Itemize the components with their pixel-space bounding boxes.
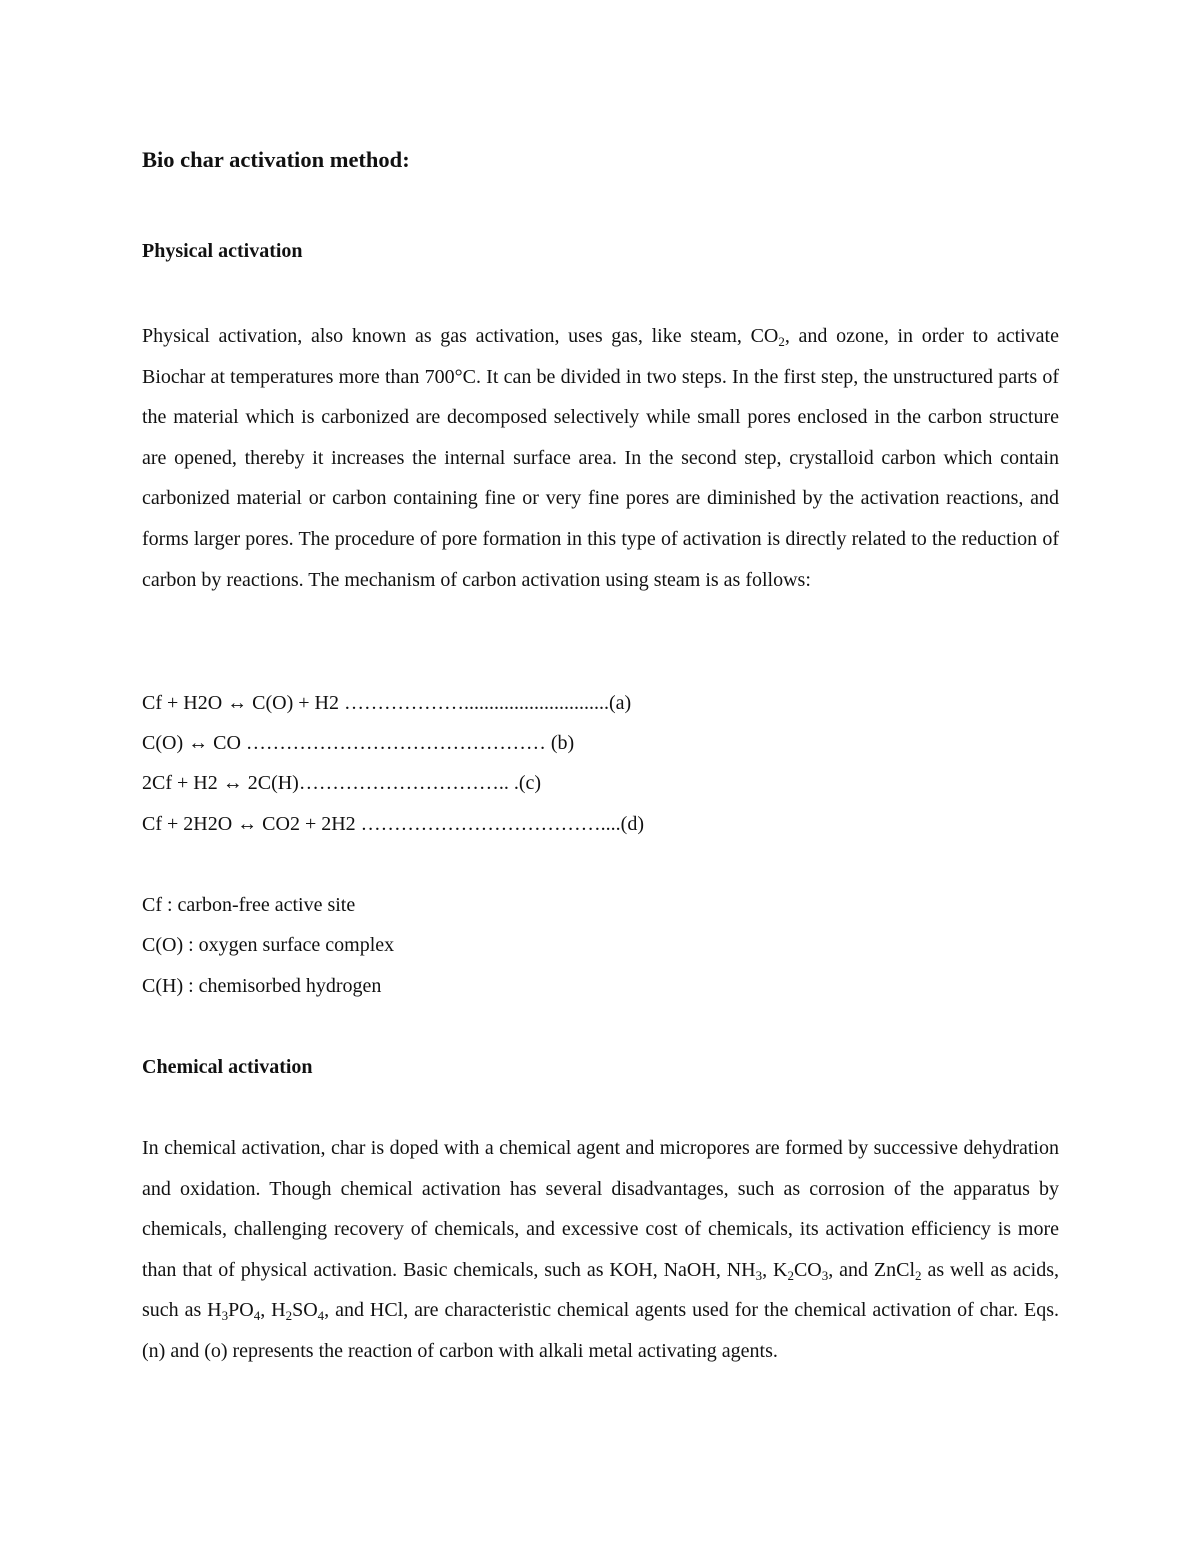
equation-c: 2Cf + H2 ↔ 2C(H)………………………….. .(c) (142, 772, 542, 794)
chem-sub-7: 2 (285, 1308, 293, 1324)
chem-text-6: PO (228, 1299, 254, 1322)
chem-sub-1: 3 (755, 1267, 763, 1283)
physical-text-part2: , and ozone, in order to activate Biochar at temperatures more than 700°C. It can be divided in two steps. In the first step, the unstructured parts of the material which is carbonized are decomposed selectively while small pores enclosed in the carbon structure are opened, thereby it increases the internal surface area. In the second step, crystalloid carbon which contain carbonized material or carbon containing fine or very fine pores are diminished by the activation reactions, and forms larger pores. The procedure of pore formation in this type of activation is directly related to the reduction of carbon by reactions. The mechanism of carbon activation using steam is as follows: (142, 325, 1059, 591)
physical-text-part1: Physical activation, also known as gas activation, uses gas, like steam, CO (142, 325, 779, 347)
physical-activation-paragraph (142, 316, 1059, 600)
chem-text-7: , H (260, 1299, 286, 1322)
equation-a: Cf + H2O ↔ C(O) + H2 ……………….............................(a) (142, 692, 632, 714)
chem-sub-4: 2 (915, 1267, 922, 1283)
equation-b: C(O) ↔ CO ……………………………………… (b) (142, 732, 575, 754)
definition-ch: C(H) : chemisorbed hydrogen (142, 975, 382, 997)
chemical-activation-paragraph (142, 1128, 1059, 1372)
chem-text-2: , K (762, 1258, 788, 1281)
chem-sub-2: 2 (787, 1267, 794, 1283)
physical-activation-heading: Physical activation (142, 240, 303, 262)
chemical-activation-heading: Chemical activation (142, 1056, 313, 1078)
equation-d: Cf + 2H2O ↔ CO2 + 2H2 ………………………………....(d) (142, 813, 644, 835)
chem-text-3: CO (793, 1258, 822, 1281)
chem-text-8: SO (292, 1299, 318, 1322)
chem-sub-8: 4 (317, 1308, 325, 1324)
chem-text-1: In chemical activation, char is doped with a chemical agent and micropores are formed by successive dehydration and oxidation. Though chemical activation has several disadvantages, such as corrosion of the apparatus by chemicals, challenging recovery of chemicals, and excessive cost of chemicals, its activation efficiency is more than that of physical activation. Basic chemicals, such as KOH, NaOH, NH (142, 1137, 1059, 1281)
definition-co: C(O) : oxygen surface complex (142, 934, 395, 956)
physical-subscript: 2 (778, 334, 785, 349)
chem-text-5: as well as acids, such as H (142, 1258, 1059, 1322)
document-title: Bio char activation method: (142, 147, 410, 172)
chem-text-4: , and ZnCl (828, 1258, 916, 1281)
chem-sub-6: 4 (253, 1308, 261, 1324)
definition-cf: Cf : carbon-free active site (142, 894, 356, 916)
chem-sub-3: 3 (821, 1267, 829, 1283)
chem-sub-5: 3 (221, 1308, 229, 1324)
chem-text-9: , and HCl, are characteristic chemical agents used for the chemical activation of char. Eqs. (n) and (o) represents the reaction of carbon with alkali metal activating agents. (142, 1299, 1060, 1362)
